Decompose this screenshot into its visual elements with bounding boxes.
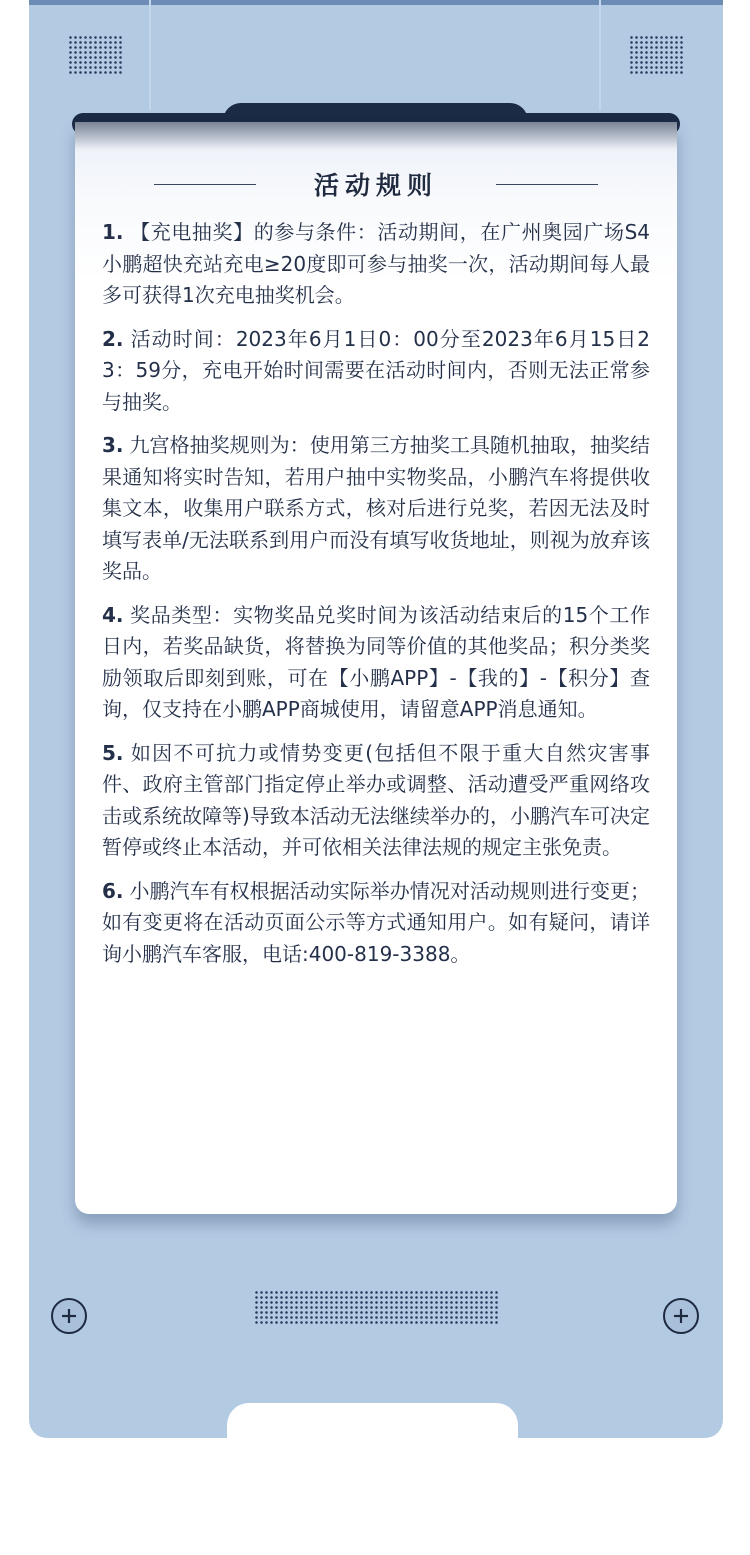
rule-text: 奖品类型：实物奖品兑奖时间为该活动结束后的15个工作日内，若奖品缺货，将替换为同等价值的其他奖品；积分类奖励领取后即刻到账，可在【小鹏APP】-【我的】-【积分】查询，仅支持在小鹏APP商城使用，请留意APP消息通知。	[102, 602, 650, 721]
rule-number: 5.	[102, 740, 124, 765]
rule-number: 2.	[102, 326, 124, 351]
rule-number: 1.	[102, 220, 124, 244]
machine-bottom-notch	[227, 1403, 518, 1463]
title-divider-right	[496, 184, 598, 185]
rule-text: 【充电抽奖】的参与条件：活动期间，在广州奥园广场S4小鹏超快充站充电≥20度即可参与抽奖一次，活动期间每人最多可获得1次充电抽奖机会。	[102, 220, 650, 307]
rules-list	[102, 217, 650, 982]
rule-item	[102, 738, 650, 864]
rules-title: 活动规则	[313, 171, 438, 200]
paper-shadow	[75, 122, 677, 150]
plus-icon	[59, 1306, 79, 1326]
rules-card	[75, 122, 677, 1214]
speaker-grille-left	[68, 35, 124, 75]
rule-text: 如因不可抗力或情势变更(包括但不限于重大自然灾害事件、政府主管部门指定停止举办或调整、活动遭受严重网络攻击或系统故障等)导致本活动无法继续举办的，小鹏汽车可决定暂停或终止本活动，并可依相关法律法规的规定主张免责。	[102, 740, 650, 859]
machine-panel-divider-right	[599, 0, 601, 110]
rule-item	[102, 600, 650, 726]
title-divider-left	[154, 184, 256, 185]
rules-header	[75, 167, 677, 201]
rule-text: 小鹏汽车有权根据活动实际举办情况对活动规则进行变更；如有变更将在活动页面公示等方式通知用户。如有疑问，请详询小鹏汽车客服，电话:400-819-3388。	[102, 878, 650, 966]
speaker-grille-right	[629, 35, 685, 75]
speaker-grille-bottom	[254, 1290, 499, 1325]
rule-number: 4.	[102, 602, 124, 627]
machine-top-edge	[29, 0, 723, 5]
rule-item	[102, 324, 650, 419]
rule-item	[102, 430, 650, 588]
rule-item	[102, 217, 650, 312]
rule-text: 活动时间：2023年6月1日0：00分至2023年6月15日23：59分，充电开始时间需要在活动时间内，否则无法正常参与抽奖。	[102, 326, 650, 414]
rule-item	[102, 876, 650, 971]
rule-number: 6.	[102, 878, 124, 903]
right-plus-button[interactable]	[663, 1298, 699, 1334]
machine-panel-divider-left	[149, 0, 151, 110]
left-plus-button[interactable]	[51, 1298, 87, 1334]
plus-icon	[671, 1306, 691, 1326]
rule-text: 九宫格抽奖规则为：使用第三方抽奖工具随机抽取，抽奖结果通知将实时告知，若用户抽中实物奖品，小鹏汽车将提供收集文本，收集用户联系方式，核对后进行兑奖，若因无法及时填写表单/无法联系到用户而没有填写收货地址，则视为放弃该奖品。	[102, 433, 650, 583]
rule-number: 3.	[102, 433, 124, 457]
